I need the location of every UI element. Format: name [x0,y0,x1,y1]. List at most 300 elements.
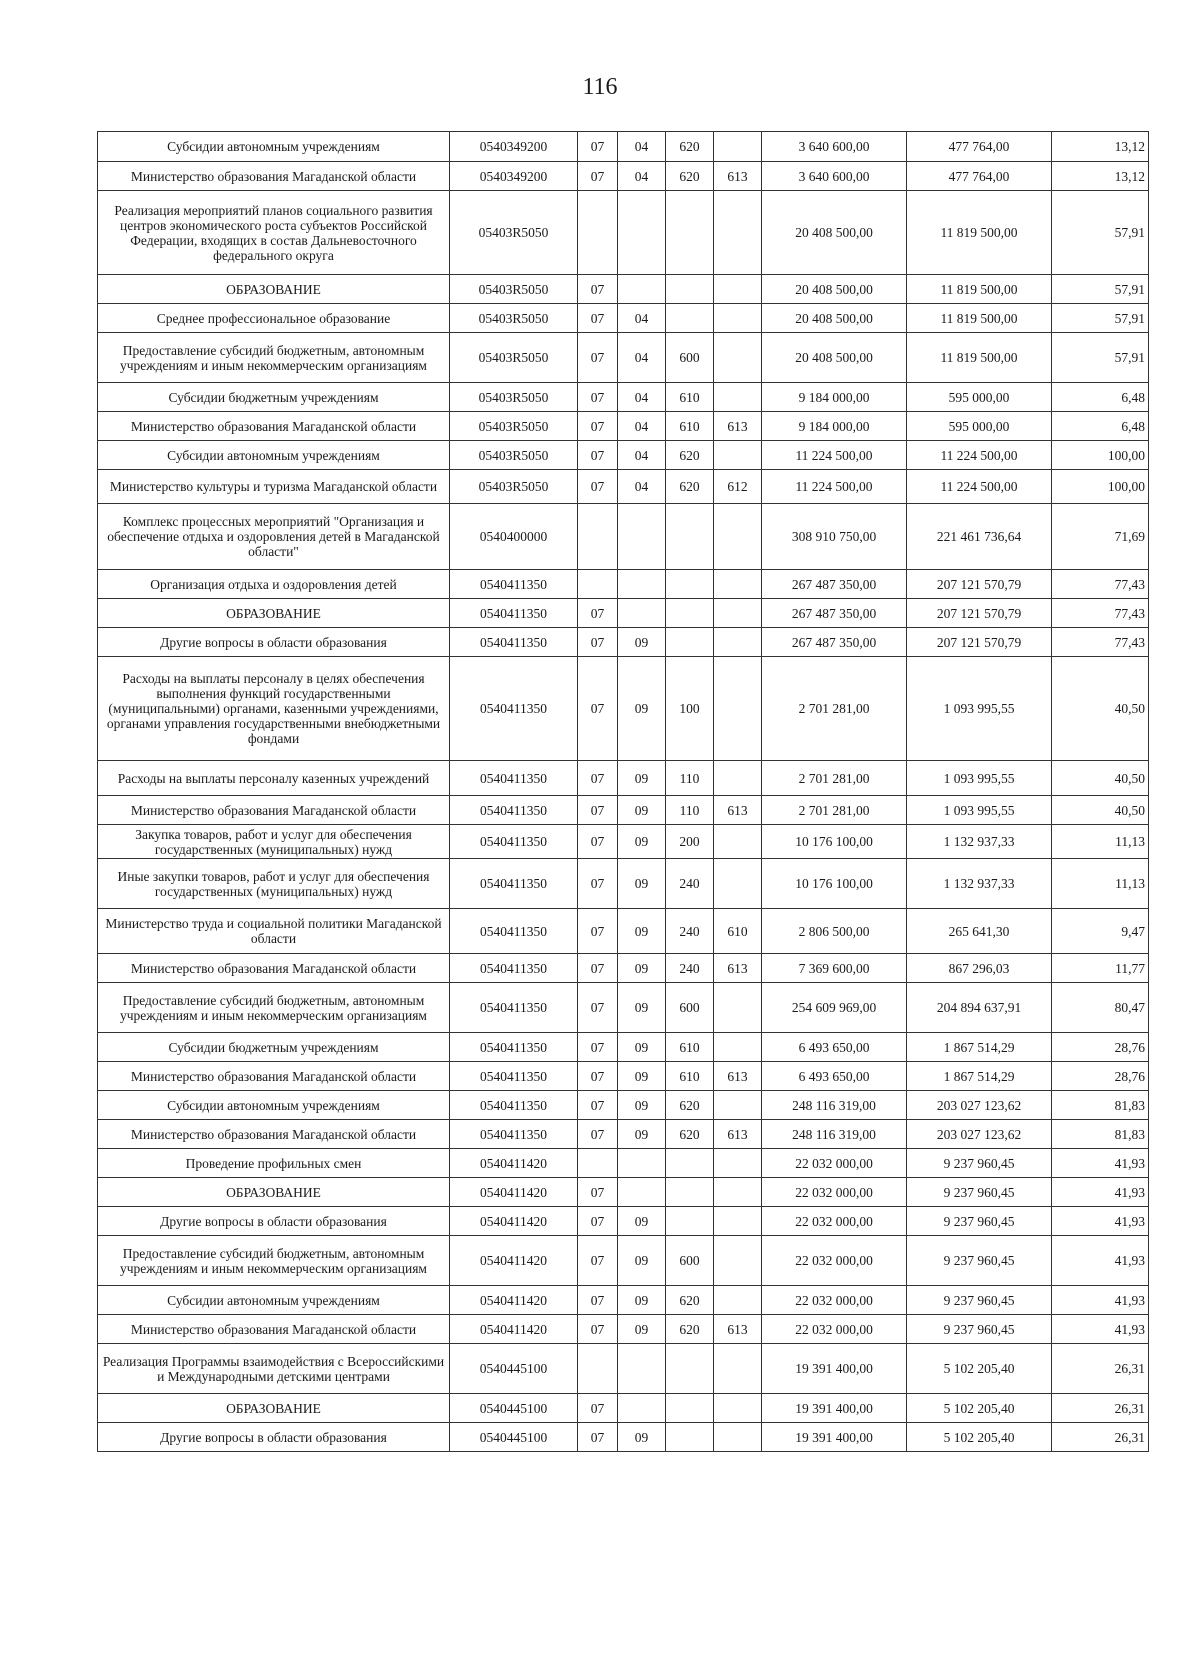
cell-item-name: Министерство труда и социальной политики Магаданской области [98,909,450,954]
cell-execution-percent: 71,69 [1052,504,1149,570]
cell-subsection: 09 [618,909,666,954]
cell-section: 07 [578,628,618,657]
cell-section: 07 [578,1394,618,1423]
cell-section: 07 [578,470,618,504]
cell-ministry-code [714,1149,762,1178]
cell-target-article: 05403R5050 [450,275,578,304]
cell-target-article: 05403R5050 [450,333,578,383]
cell-execution-percent: 41,93 [1052,1207,1149,1236]
table-row [98,504,1149,570]
cell-expense-type [666,304,714,333]
cell-planned-amount: 20 408 500,00 [762,333,907,383]
cell-subsection: 04 [618,304,666,333]
cell-section: 07 [578,1178,618,1207]
table-row [98,599,1149,628]
cell-section: 07 [578,796,618,825]
table-row [98,412,1149,441]
table-row [98,132,1149,162]
cell-planned-amount: 20 408 500,00 [762,191,907,275]
cell-expense-type [666,1394,714,1423]
cell-executed-amount: 203 027 123,62 [907,1120,1052,1149]
cell-ministry-code: 612 [714,470,762,504]
cell-target-article: 0540411350 [450,628,578,657]
cell-target-article: 0540411420 [450,1207,578,1236]
cell-execution-percent: 40,50 [1052,761,1149,796]
cell-planned-amount: 3 640 600,00 [762,162,907,191]
cell-section: 07 [578,1091,618,1120]
cell-expense-type: 620 [666,1286,714,1315]
cell-execution-percent: 11,77 [1052,954,1149,983]
cell-executed-amount: 204 894 637,91 [907,983,1052,1033]
cell-expense-type [666,599,714,628]
cell-execution-percent: 13,12 [1052,132,1149,162]
cell-expense-type [666,1423,714,1452]
cell-target-article: 0540411350 [450,1091,578,1120]
cell-planned-amount: 22 032 000,00 [762,1178,907,1207]
cell-target-article: 05403R5050 [450,441,578,470]
cell-planned-amount: 2 701 281,00 [762,796,907,825]
cell-executed-amount: 1 132 937,33 [907,859,1052,909]
table-row [98,1062,1149,1091]
cell-expense-type: 600 [666,333,714,383]
cell-item-name: Предоставление субсидий бюджетным, автономным учреждениям и иным некоммерческим организациям [98,1236,450,1286]
cell-section: 07 [578,859,618,909]
cell-planned-amount: 2 701 281,00 [762,657,907,761]
cell-target-article: 0540411420 [450,1178,578,1207]
cell-subsection: 04 [618,383,666,412]
cell-section: 07 [578,954,618,983]
cell-ministry-code [714,570,762,599]
cell-execution-percent: 77,43 [1052,570,1149,599]
cell-subsection: 04 [618,333,666,383]
cell-planned-amount: 248 116 319,00 [762,1091,907,1120]
table-row [98,983,1149,1033]
cell-target-article: 0540411350 [450,825,578,859]
cell-item-name: Министерство образования Магаданской области [98,1315,450,1344]
cell-execution-percent: 41,93 [1052,1286,1149,1315]
cell-subsection: 09 [618,1207,666,1236]
cell-ministry-code [714,657,762,761]
cell-expense-type: 240 [666,954,714,983]
cell-section [578,504,618,570]
cell-item-name: Министерство образования Магаданской области [98,954,450,983]
cell-item-name: Субсидии автономным учреждениям [98,132,450,162]
cell-ministry-code [714,761,762,796]
cell-planned-amount: 7 369 600,00 [762,954,907,983]
cell-execution-percent: 41,93 [1052,1315,1149,1344]
cell-ministry-code [714,1394,762,1423]
cell-subsection: 09 [618,1033,666,1062]
cell-expense-type: 600 [666,983,714,1033]
cell-execution-percent: 11,13 [1052,825,1149,859]
cell-executed-amount: 595 000,00 [907,412,1052,441]
cell-planned-amount: 267 487 350,00 [762,628,907,657]
table-row [98,657,1149,761]
cell-item-name: ОБРАЗОВАНИЕ [98,1394,450,1423]
cell-section: 07 [578,1423,618,1452]
table-row [98,1394,1149,1423]
cell-item-name: Расходы на выплаты персоналу в целях обеспечения выполнения функций государственными (муниципальными) органами, казенными учреждениями, органами управления государственными внебюджетными фондами [98,657,450,761]
cell-executed-amount: 9 237 960,45 [907,1149,1052,1178]
cell-subsection: 09 [618,983,666,1033]
cell-item-name: Субсидии автономным учреждениям [98,1091,450,1120]
cell-execution-percent: 26,31 [1052,1423,1149,1452]
cell-subsection: 04 [618,441,666,470]
cell-section: 07 [578,657,618,761]
cell-target-article: 0540411350 [450,761,578,796]
cell-executed-amount: 203 027 123,62 [907,1091,1052,1120]
cell-subsection: 09 [618,1423,666,1452]
table-row [98,162,1149,191]
table-row [98,1091,1149,1120]
cell-expense-type: 620 [666,132,714,162]
cell-executed-amount: 1 093 995,55 [907,796,1052,825]
cell-expense-type: 620 [666,470,714,504]
cell-ministry-code: 613 [714,162,762,191]
cell-subsection: 09 [618,1062,666,1091]
cell-ministry-code [714,383,762,412]
table-row [98,1423,1149,1452]
cell-expense-type [666,1344,714,1394]
cell-subsection [618,1394,666,1423]
cell-expense-type: 110 [666,796,714,825]
table-row [98,859,1149,909]
cell-item-name: Другие вопросы в области образования [98,628,450,657]
table-row [98,796,1149,825]
table-row [98,304,1149,333]
cell-target-article: 0540411350 [450,570,578,599]
cell-executed-amount: 9 237 960,45 [907,1178,1052,1207]
cell-planned-amount: 6 493 650,00 [762,1033,907,1062]
cell-item-name: Предоставление субсидий бюджетным, автономным учреждениям и иным некоммерческим организациям [98,333,450,383]
cell-item-name: Иные закупки товаров, работ и услуг для обеспечения государственных (муниципальных) нужд [98,859,450,909]
cell-target-article: 0540411350 [450,1062,578,1091]
cell-planned-amount: 248 116 319,00 [762,1120,907,1149]
cell-executed-amount: 9 237 960,45 [907,1286,1052,1315]
cell-ministry-code [714,191,762,275]
table-row [98,191,1149,275]
cell-section [578,1344,618,1394]
cell-target-article: 0540400000 [450,504,578,570]
cell-executed-amount: 1 867 514,29 [907,1062,1052,1091]
cell-subsection [618,1344,666,1394]
cell-section: 07 [578,304,618,333]
cell-execution-percent: 28,76 [1052,1062,1149,1091]
cell-expense-type [666,1149,714,1178]
cell-execution-percent: 6,48 [1052,412,1149,441]
cell-planned-amount: 19 391 400,00 [762,1394,907,1423]
cell-section: 07 [578,825,618,859]
cell-planned-amount: 11 224 500,00 [762,470,907,504]
cell-section: 07 [578,383,618,412]
cell-ministry-code [714,1344,762,1394]
table-row [98,1286,1149,1315]
cell-executed-amount: 595 000,00 [907,383,1052,412]
cell-execution-percent: 13,12 [1052,162,1149,191]
cell-execution-percent: 57,91 [1052,275,1149,304]
cell-section: 07 [578,983,618,1033]
cell-subsection [618,191,666,275]
cell-item-name: Предоставление субсидий бюджетным, автономным учреждениям и иным некоммерческим организациям [98,983,450,1033]
cell-executed-amount: 221 461 736,64 [907,504,1052,570]
cell-target-article: 0540411350 [450,983,578,1033]
cell-ministry-code: 613 [714,796,762,825]
cell-planned-amount: 22 032 000,00 [762,1149,907,1178]
cell-expense-type: 620 [666,1120,714,1149]
cell-expense-type [666,570,714,599]
cell-execution-percent: 57,91 [1052,333,1149,383]
cell-item-name: Среднее профессиональное образование [98,304,450,333]
cell-execution-percent: 26,31 [1052,1394,1149,1423]
cell-planned-amount: 308 910 750,00 [762,504,907,570]
cell-section [578,1149,618,1178]
cell-ministry-code [714,1236,762,1286]
cell-section: 07 [578,162,618,191]
cell-planned-amount: 9 184 000,00 [762,383,907,412]
cell-target-article: 0540411350 [450,1120,578,1149]
cell-execution-percent: 81,83 [1052,1120,1149,1149]
cell-executed-amount: 5 102 205,40 [907,1423,1052,1452]
cell-ministry-code [714,1286,762,1315]
cell-section: 07 [578,412,618,441]
cell-execution-percent: 41,93 [1052,1236,1149,1286]
cell-executed-amount: 1 093 995,55 [907,761,1052,796]
cell-ministry-code: 613 [714,1062,762,1091]
cell-planned-amount: 2 806 500,00 [762,909,907,954]
cell-execution-percent: 40,50 [1052,796,1149,825]
table-row [98,1033,1149,1062]
cell-planned-amount: 20 408 500,00 [762,304,907,333]
cell-expense-type: 610 [666,412,714,441]
cell-planned-amount: 6 493 650,00 [762,1062,907,1091]
cell-ministry-code [714,825,762,859]
cell-expense-type [666,1178,714,1207]
cell-expense-type: 620 [666,1091,714,1120]
cell-target-article: 0540411350 [450,599,578,628]
cell-expense-type [666,1207,714,1236]
cell-planned-amount: 2 701 281,00 [762,761,907,796]
cell-section [578,191,618,275]
table-row [98,570,1149,599]
cell-target-article: 05403R5050 [450,304,578,333]
cell-execution-percent: 26,31 [1052,1344,1149,1394]
cell-section: 07 [578,761,618,796]
cell-ministry-code [714,333,762,383]
cell-planned-amount: 22 032 000,00 [762,1286,907,1315]
cell-target-article: 05403R5050 [450,191,578,275]
cell-executed-amount: 1 867 514,29 [907,1033,1052,1062]
cell-expense-type: 620 [666,162,714,191]
cell-target-article: 0540411350 [450,1033,578,1062]
cell-target-article: 05403R5050 [450,412,578,441]
cell-executed-amount: 477 764,00 [907,132,1052,162]
cell-item-name: Министерство образования Магаданской области [98,796,450,825]
cell-execution-percent: 100,00 [1052,470,1149,504]
cell-expense-type: 110 [666,761,714,796]
table-row [98,1315,1149,1344]
cell-executed-amount: 207 121 570,79 [907,599,1052,628]
cell-ministry-code [714,1207,762,1236]
cell-target-article: 05403R5050 [450,383,578,412]
cell-expense-type: 620 [666,1315,714,1344]
cell-subsection [618,570,666,599]
cell-subsection [618,504,666,570]
cell-executed-amount: 11 224 500,00 [907,441,1052,470]
cell-executed-amount: 11 819 500,00 [907,275,1052,304]
cell-section: 07 [578,441,618,470]
cell-executed-amount: 265 641,30 [907,909,1052,954]
cell-item-name: Министерство образования Магаданской области [98,162,450,191]
cell-target-article: 0540411350 [450,909,578,954]
cell-subsection: 04 [618,162,666,191]
cell-section: 07 [578,599,618,628]
cell-ministry-code [714,504,762,570]
cell-section: 07 [578,132,618,162]
cell-subsection: 09 [618,628,666,657]
cell-item-name: Расходы на выплаты персоналу казенных учреждений [98,761,450,796]
cell-subsection [618,275,666,304]
cell-ministry-code [714,1091,762,1120]
cell-subsection: 09 [618,1315,666,1344]
cell-expense-type [666,628,714,657]
cell-executed-amount: 1 093 995,55 [907,657,1052,761]
cell-item-name: Субсидии автономным учреждениям [98,441,450,470]
cell-item-name: ОБРАЗОВАНИЕ [98,599,450,628]
table-row [98,470,1149,504]
cell-ministry-code [714,441,762,470]
cell-executed-amount: 1 132 937,33 [907,825,1052,859]
cell-planned-amount: 267 487 350,00 [762,599,907,628]
cell-expense-type: 610 [666,1033,714,1062]
cell-section: 07 [578,1315,618,1344]
cell-execution-percent: 9,47 [1052,909,1149,954]
cell-ministry-code: 613 [714,1120,762,1149]
table-row [98,333,1149,383]
cell-subsection: 09 [618,657,666,761]
cell-executed-amount: 11 819 500,00 [907,191,1052,275]
cell-section: 07 [578,1062,618,1091]
cell-planned-amount: 11 224 500,00 [762,441,907,470]
cell-target-article: 0540411420 [450,1286,578,1315]
cell-planned-amount: 22 032 000,00 [762,1207,907,1236]
cell-subsection: 09 [618,859,666,909]
cell-executed-amount: 867 296,03 [907,954,1052,983]
cell-item-name: Министерство образования Магаданской области [98,1120,450,1149]
cell-executed-amount: 9 237 960,45 [907,1207,1052,1236]
cell-subsection [618,1149,666,1178]
cell-target-article: 0540411350 [450,954,578,983]
cell-target-article: 0540411350 [450,859,578,909]
cell-executed-amount: 9 237 960,45 [907,1315,1052,1344]
cell-execution-percent: 41,93 [1052,1178,1149,1207]
cell-execution-percent: 57,91 [1052,304,1149,333]
cell-executed-amount: 9 237 960,45 [907,1236,1052,1286]
table-row [98,1236,1149,1286]
cell-item-name: Комплекс процессных мероприятий "Организация и обеспечение отдыха и оздоровления детей в Магаданской области" [98,504,450,570]
cell-ministry-code [714,599,762,628]
cell-planned-amount: 10 176 100,00 [762,859,907,909]
cell-subsection: 09 [618,954,666,983]
cell-expense-type: 200 [666,825,714,859]
cell-item-name: Проведение профильных смен [98,1149,450,1178]
table-row [98,825,1149,859]
cell-ministry-code: 613 [714,412,762,441]
cell-ministry-code [714,628,762,657]
cell-ministry-code [714,275,762,304]
cell-execution-percent: 57,91 [1052,191,1149,275]
cell-target-article: 0540411350 [450,657,578,761]
cell-section: 07 [578,275,618,304]
cell-ministry-code: 613 [714,954,762,983]
cell-executed-amount: 11 224 500,00 [907,470,1052,504]
cell-section: 07 [578,1207,618,1236]
table-row [98,1344,1149,1394]
cell-executed-amount: 5 102 205,40 [907,1344,1052,1394]
cell-subsection: 04 [618,132,666,162]
page-number: 116 [582,74,618,100]
cell-planned-amount: 9 184 000,00 [762,412,907,441]
cell-section: 07 [578,1236,618,1286]
table-row [98,1207,1149,1236]
cell-subsection [618,599,666,628]
table-row [98,275,1149,304]
cell-target-article: 0540411420 [450,1315,578,1344]
cell-execution-percent: 28,76 [1052,1033,1149,1062]
cell-expense-type: 100 [666,657,714,761]
cell-item-name: Другие вопросы в области образования [98,1423,450,1452]
cell-subsection: 09 [618,1091,666,1120]
cell-planned-amount: 20 408 500,00 [762,275,907,304]
cell-planned-amount: 19 391 400,00 [762,1423,907,1452]
table-row [98,383,1149,412]
cell-execution-percent: 6,48 [1052,383,1149,412]
cell-subsection [618,1178,666,1207]
cell-expense-type [666,191,714,275]
cell-item-name: Другие вопросы в области образования [98,1207,450,1236]
cell-subsection: 09 [618,825,666,859]
table-row [98,628,1149,657]
cell-target-article: 0540411350 [450,796,578,825]
cell-ministry-code [714,983,762,1033]
cell-expense-type: 240 [666,859,714,909]
cell-expense-type: 600 [666,1236,714,1286]
cell-item-name: Министерство культуры и туризма Магаданской области [98,470,450,504]
cell-expense-type [666,504,714,570]
cell-target-article: 05403R5050 [450,470,578,504]
cell-subsection: 09 [618,1120,666,1149]
cell-subsection: 04 [618,470,666,504]
cell-planned-amount: 22 032 000,00 [762,1315,907,1344]
cell-execution-percent: 81,83 [1052,1091,1149,1120]
cell-subsection: 09 [618,1236,666,1286]
cell-planned-amount: 3 640 600,00 [762,132,907,162]
cell-section: 07 [578,333,618,383]
cell-executed-amount: 207 121 570,79 [907,628,1052,657]
cell-target-article: 0540411420 [450,1149,578,1178]
cell-planned-amount: 10 176 100,00 [762,825,907,859]
cell-planned-amount: 267 487 350,00 [762,570,907,599]
cell-target-article: 0540445100 [450,1423,578,1452]
cell-ministry-code [714,1033,762,1062]
cell-ministry-code [714,132,762,162]
cell-expense-type [666,275,714,304]
table-row [98,1178,1149,1207]
cell-target-article: 0540445100 [450,1394,578,1423]
table-row [98,1120,1149,1149]
cell-ministry-code: 610 [714,909,762,954]
cell-expense-type: 620 [666,441,714,470]
cell-planned-amount: 254 609 969,00 [762,983,907,1033]
